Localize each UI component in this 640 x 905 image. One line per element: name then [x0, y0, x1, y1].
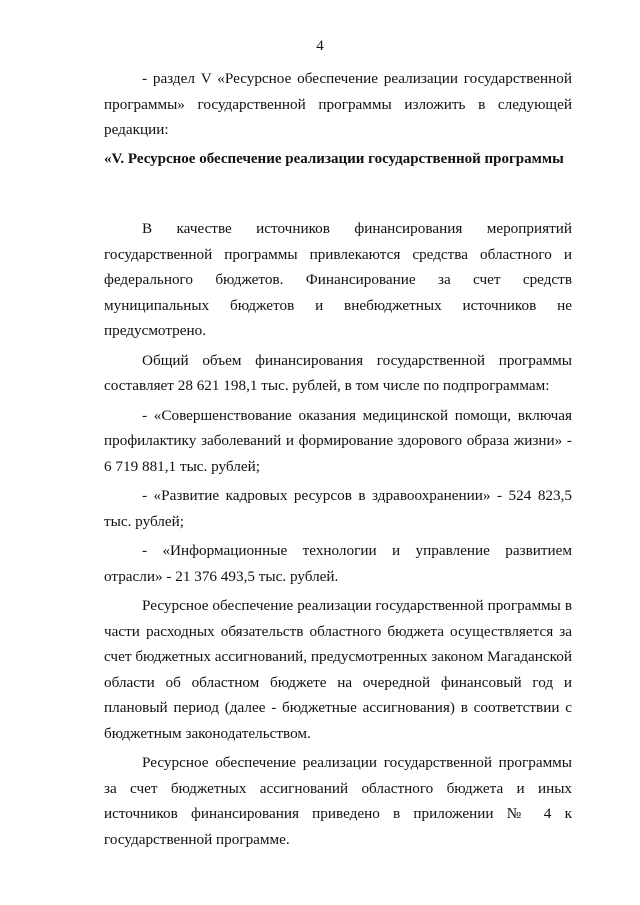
page-number: 4 [316, 38, 324, 54]
paragraph-subprogram-personnel: - «Развитие кадровых ресурсов в здравоохранении» - 524 823,5 тыс. рублей; [104, 487, 572, 530]
paragraph-funding-sources: В качестве источников финансирования мероприятий государственной программы привлекаются средства областного и федерального бюджетов. Финансирование за счет средств муниципальных бюджетов и внебюджетных источников не предусмотрено. [104, 220, 572, 339]
paragraph-subprogram-medical: - «Совершенствование оказания медицинской помощи, включая профилактику заболеваний и формирование здорового образа жизни» - 6 719 881,1 тыс. рублей; [104, 406, 572, 475]
paragraph-regional-budget: Ресурсное обеспечение реализации государственной программы в части расходных обязательств областного бюджета осуществляется за счет бюджетных ассигнований, предусмотренных законом Магаданской области об областном бюджете на очередной финансовый год и плановый период (далее - бюджетные ассигнования) в соответствии с бюджетным законодательством. [104, 597, 572, 742]
paragraph-section-amendment: - раздел V «Ресурсное обеспечение реализации государственной программы» государственной программы изложить в следующей редакции: [104, 70, 572, 138]
paragraph-total-funding: Общий объем финансирования государственной программы составляет 28 621 198,1 тыс. рублей, в том числе по подпрограммам: [104, 351, 572, 394]
document-body [104, 66, 572, 856]
paragraph-appendix-reference: Ресурсное обеспечение реализации государственной программы за счет бюджетных ассигнований областного бюджета и иных источников финансирования приведено в приложении № 4 к государственной программе. [104, 754, 572, 848]
section-heading: «V. Ресурсное обеспечение реализации государственной программы [104, 150, 564, 167]
paragraph-subprogram-it: - «Информационные технологии и управление развитием отрасли» - 21 376 493,5 тыс. рублей. [104, 542, 572, 585]
